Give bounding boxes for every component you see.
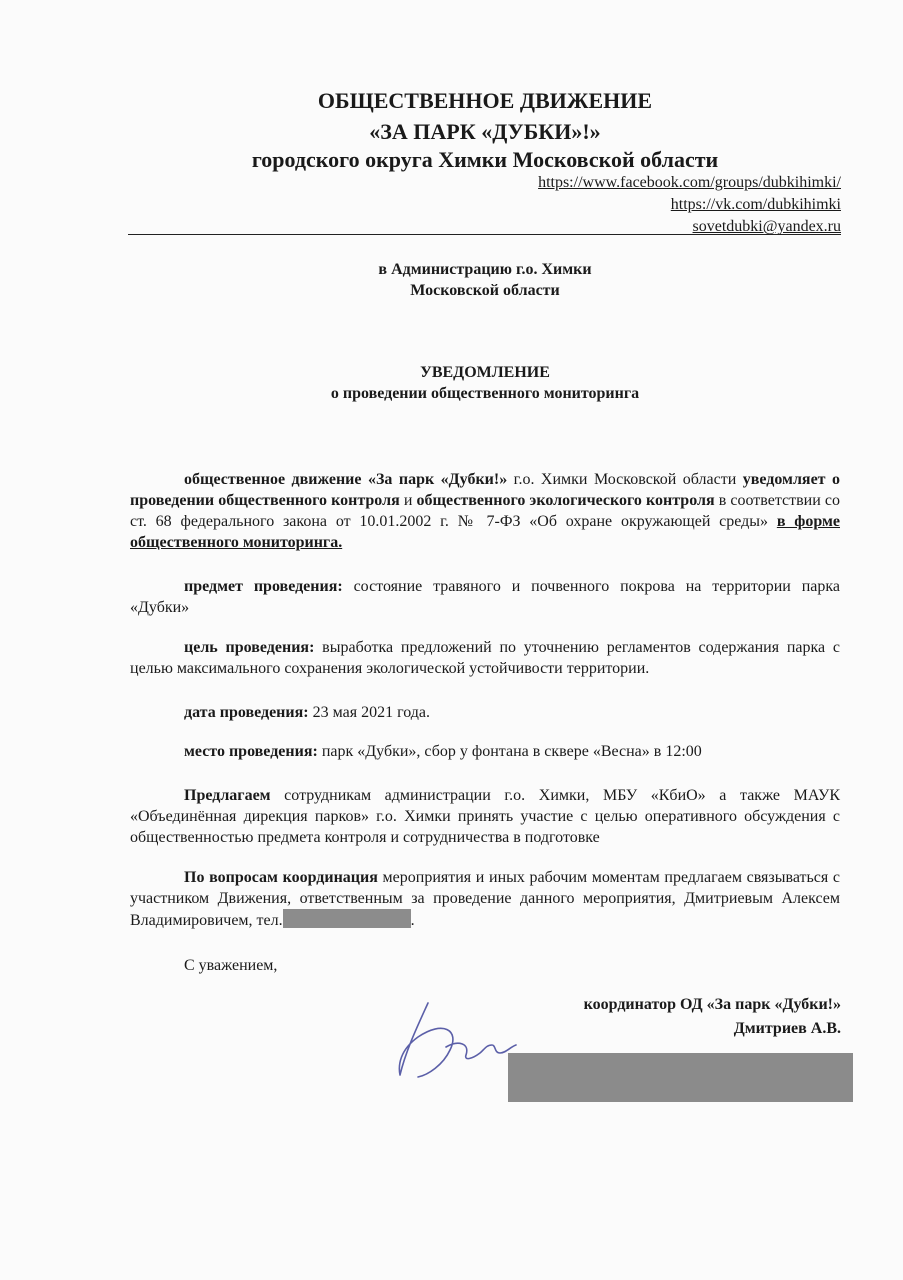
header-divider (128, 234, 841, 235)
closing-regards: С уважением, (184, 957, 278, 974)
subject-text: состояние травяного и почвенного покрова на территории парка «Дубки» (130, 578, 840, 616)
invitation-text: сотрудникам администрации г.о. Химки, МБУ «КбиО» а также МАУК «Объединённая дирекция парков» г.о. Химки принять участие с целью оперативного обсуждения с общественностью предмета контроля и сотрудничества в подготовке (130, 787, 840, 846)
paragraph-intro (130, 469, 840, 553)
recipient-line1: в Администрацию г.о. Химки (378, 261, 592, 278)
org-title-line1: ОБЩЕСТВЕННОЕ ДВИЖЕНИЕ (317, 88, 653, 113)
redacted-phone (283, 909, 411, 928)
paragraph-contact (130, 867, 840, 931)
p1-text-e: общественного экологического контроля (416, 492, 715, 509)
handwritten-signature (388, 995, 528, 1085)
signer-role: координатор ОД «За парк «Дубки!» (583, 996, 841, 1013)
p1-text-g: в форме общественного мониторинга. (130, 513, 840, 551)
contact-end: . (410, 912, 415, 929)
goal-label: цель проведения: (184, 639, 315, 656)
place-label: место проведения: (184, 743, 318, 760)
invitation-label: Предлагаем (184, 787, 271, 804)
email-link[interactable]: sovetdubki@yandex.ru (692, 218, 841, 235)
org-title-line2: «ЗА ПАРК «ДУБКИ»!» (369, 119, 601, 144)
notice-title: УВЕДОМЛЕНИЕ (420, 364, 550, 381)
redacted-block (508, 1053, 853, 1102)
p1-text-c: уведомляет о проведении общественного контроля (130, 471, 840, 509)
contact-label: По вопросам координация (184, 869, 378, 886)
org-title-line3: городского округа Химки Московской области (251, 147, 719, 172)
recipient-line2: Московской области (410, 282, 560, 299)
org-name: общественное движение «За парк «Дубки!» (184, 471, 508, 488)
paragraph-goal (130, 637, 840, 679)
facebook-link[interactable]: https://www.facebook.com/groups/dubkihimki/ (538, 174, 841, 191)
paragraph-place (130, 741, 840, 762)
date-text: 23 мая 2021 года. (308, 704, 431, 721)
paragraph-date (130, 702, 840, 723)
contact-text: мероприятия и иных рабочим моментам предлагаем связываться с участником Движения, ответственным за проведение данного мероприятия, Дмитриевым Алексем Владимировичем, тел. (130, 869, 840, 929)
contact-links (538, 172, 841, 238)
p1-text-b: г.о. Химки Московской области (507, 471, 743, 488)
notice-subtitle: о проведении общественного мониторинга (330, 385, 640, 402)
date-label: дата проведения: (184, 704, 309, 721)
signature-block (584, 993, 841, 1041)
signer-name: Дмитриев А.В. (733, 1020, 841, 1037)
p1-text-f: в соответствии со ст. 68 федерального закона от 10.01.2002 г. № 7-ФЗ «Об охране окружающей среды» (130, 492, 841, 530)
paragraph-invitation (130, 785, 840, 848)
place-text: парк «Дубки», сбор у фонтана в сквере «Весна» в 12:00 (317, 743, 702, 760)
goal-text: выработка предложений по уточнению регламентов содержания парка с целью максимального сохранения экологической устойчивости территории. (130, 639, 840, 677)
p1-text-d: и (399, 492, 417, 509)
subject-label: предмет проведения: (184, 578, 343, 595)
paragraph-subject (130, 576, 840, 618)
vk-link[interactable]: https://vk.com/dubkihimki (670, 196, 841, 213)
